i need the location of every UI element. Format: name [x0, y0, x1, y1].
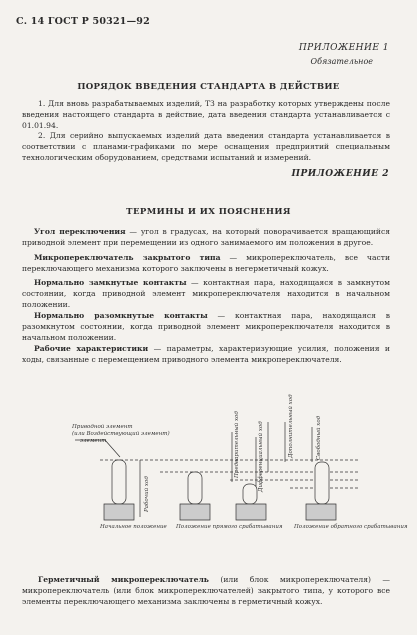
operating-characteristics-diagram	[60, 394, 408, 538]
section-1-paragraph-1: 1. Для вновь разрабатываемых изделий, ТЗ на разработку которых утверждены после введения настоящего стандарта в действие, дата введения стандарта устанавливается с 01.01.94.	[22, 99, 390, 130]
term-sealed-switch	[22, 574, 390, 607]
label-overtravel: Дополнительный ход	[288, 394, 294, 458]
term-name: Рабочие характеристики	[34, 344, 149, 353]
term-switching-angle	[22, 226, 390, 248]
label-pretravel: Предварительный ход	[234, 411, 240, 478]
term-definition: — микропереключатель, все части переключающего механизма которого заключены в негерметичный кожух.	[22, 253, 390, 273]
label-actuator-sub2: элемент	[80, 438, 107, 444]
term-name: Нормально замкнутые контакты	[34, 278, 187, 287]
term-normally-open	[22, 310, 390, 343]
term-normally-closed	[22, 277, 390, 310]
label-differential: Дифференциальный ход	[258, 421, 264, 492]
label-operating-position: Положение прямого срабатывания	[176, 524, 283, 530]
appendix-1-label: ПРИЛОЖЕНИЕ 1	[298, 43, 389, 53]
section-1-paragraph-2: 2. Для серийно выпускаемых изделий дата введения стандарта устанавливается в соответствии с планами-графиками по мере оснащения предприятий специальным технологическим оборудованием, средствами испытаний и измерений.	[22, 131, 390, 162]
label-free-travel: Свободный ход	[316, 415, 322, 460]
term-definition: — параметры, характеризующие усилия, положения и ходы, связанные с перемещением приводного элемента микропереключателя.	[22, 344, 390, 364]
term-name: Микропереключатель закрытого типа	[34, 253, 221, 262]
appendix-1-status: Обязательное	[310, 57, 373, 66]
label-actuator: Приводной элемент	[72, 424, 133, 430]
label-release-position: Положение обратного срабатывания	[294, 524, 408, 530]
label-actuator-sub: (или Воздействующий элемент)	[72, 431, 170, 437]
section-2-title: ТЕРМИНЫ И ИХ ПОЯСНЕНИЯ	[126, 207, 291, 217]
term-name: Угол переключения	[34, 227, 126, 236]
page-header: С. 14 ГОСТ Р 50321—92	[16, 16, 150, 27]
term-name: Герметичный микропереключатель	[38, 575, 209, 584]
term-definition: — контактная пара, находящаяся в разомкнутом состоянии, когда приводной элемент микропереключателя находится в начальном положении.	[22, 311, 391, 342]
term-name: Нормально разомкнутые контакты	[34, 311, 208, 320]
section-1-title: ПОРЯДОК ВВЕДЕНИЯ СТАНДАРТА В ДЕЙСТВИЕ	[77, 82, 340, 92]
term-closed-type	[22, 252, 390, 274]
term-definition: — контактная пара, находящаяся в замкнутом состоянии, когда приводной элемент микропереключателя находится в начальном положении.	[22, 278, 391, 309]
term-operating-characteristics	[22, 343, 390, 365]
term-definition: (или блок микропереключателя) — микропереключатель (или блок микропереключателей) закрытого типа, у которого все элементы переключающего механизма заключены в герметичный кожух.	[22, 575, 390, 606]
term-definition: — угол в градусах, на который поворачивается вращающийся приводной элемент при перемещении из одного занимаемого им положения в другое.	[22, 227, 390, 247]
label-initial-position: Начальное положение	[100, 524, 167, 530]
appendix-2-label: ПРИЛОЖЕНИЕ 2	[291, 169, 389, 179]
label-working-stroke: Рабочий ход	[144, 476, 150, 512]
